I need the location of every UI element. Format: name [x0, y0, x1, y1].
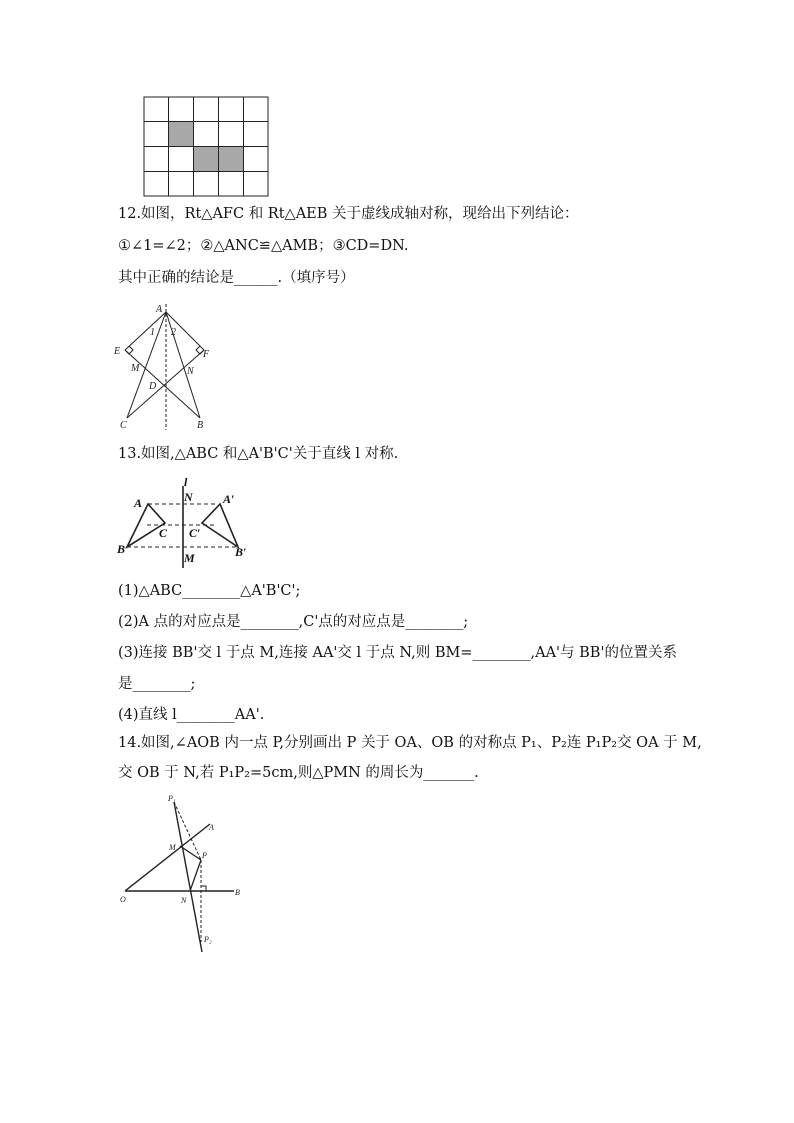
q13-figure — [115, 474, 265, 570]
label-C: C — [120, 420, 127, 431]
label-D: D — [149, 381, 157, 392]
shaded-cell — [194, 147, 218, 171]
label-N: N — [181, 896, 187, 905]
q14-figure — [118, 792, 250, 958]
q13-stem: 13.如图,△ABC 和△A'B'C'关于直线 l 对称. — [118, 446, 399, 462]
label-E: E — [114, 346, 121, 357]
label-O: O — [120, 895, 126, 904]
grid-figure — [143, 96, 269, 197]
label-C: C — [159, 526, 168, 540]
q13-part2: (2)A 点的对应点是________,C'点的对应点是________; — [118, 614, 469, 630]
q13-part4: (4)直线 l________AA'. — [118, 707, 265, 723]
label-2: 2 — [171, 327, 176, 338]
shaded-cell — [219, 147, 243, 171]
q14-stem: 14.如图,∠AOB 内一点 P,分别画出 P 关于 OA、OB 的对称点 P₁、P₂连 P₁P₂交 OA 于 M, — [118, 735, 702, 751]
q12-stem: 12.如图，Rt△AFC 和 Rt△AEB 关于虚线成轴对称，现给出下列结论： — [118, 206, 579, 222]
label-A: A — [156, 304, 163, 315]
label-P2: P₂ — [204, 935, 212, 944]
q13-part1: (1)△ABC________△A'B'C'; — [118, 583, 301, 599]
label-M: M — [184, 551, 195, 565]
q14-stem-cont: 交 OB 于 N,若 P₁P₂=5cm,则△PMN 的周长为_______. — [118, 765, 479, 781]
label-B: B — [117, 542, 126, 556]
label-M: M — [131, 363, 140, 374]
right-angle-mark — [201, 886, 206, 891]
label-P: P — [202, 851, 207, 860]
q12-answer-prompt: 其中正确的结论是______.（填序号） — [118, 270, 355, 286]
segment-P1P2 — [174, 802, 202, 952]
right-angle-mark — [125, 346, 133, 354]
label-N: N — [184, 490, 193, 504]
label-1: 1 — [150, 327, 155, 338]
label-N: N — [187, 366, 194, 377]
q13-part3-cont: 是________; — [118, 676, 196, 692]
label-B: B — [235, 888, 240, 897]
label-B: B — [197, 420, 204, 431]
triangle-A1B1C1 — [202, 504, 238, 547]
label-A-prime: A′ — [223, 492, 235, 506]
label-C-prime: C′ — [189, 526, 201, 540]
label-l: l — [184, 475, 188, 489]
label-P1: P₁ — [168, 794, 176, 803]
shaded-cell — [169, 122, 193, 146]
label-M: M — [169, 843, 176, 852]
label-A: A — [209, 823, 214, 832]
q13-part3: (3)连接 BB'交 l 于点 M,连接 AA'交 l 于点 N,则 BM=________,AA'与 BB'的位置关系 — [118, 645, 677, 661]
q12-figure — [112, 300, 222, 432]
label-F: F — [203, 349, 210, 360]
label-B-prime: B′ — [235, 545, 247, 559]
q12-statements: ①∠1=∠2；②△ANC≌△AMB；③CD=DN. — [118, 238, 409, 254]
label-A: A — [134, 496, 143, 510]
